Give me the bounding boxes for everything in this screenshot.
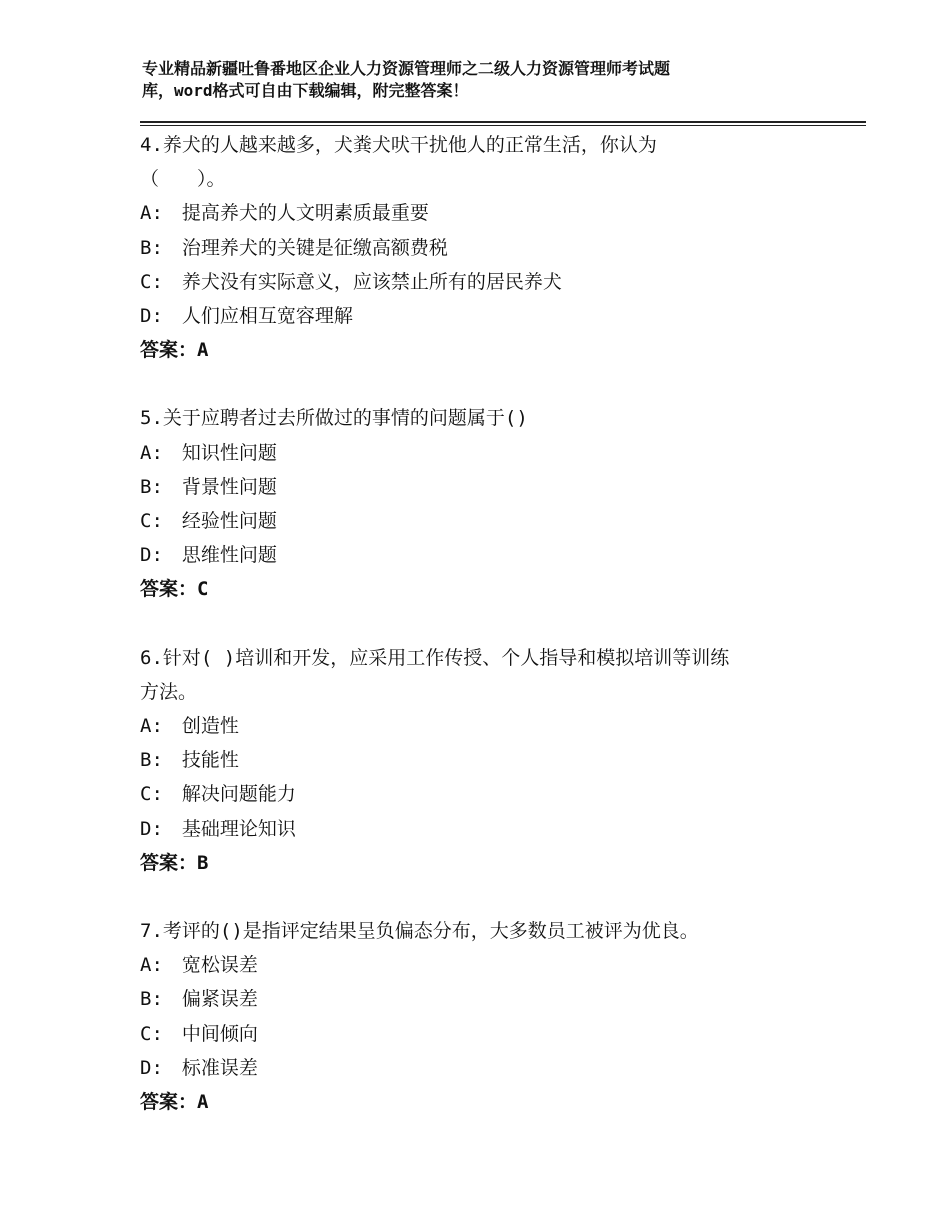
option-a: A: 知识性问题: [140, 441, 277, 464]
question-stem: [140, 914, 860, 948]
answer-label: 答案：A: [140, 1091, 209, 1114]
question-stem: [140, 401, 860, 435]
question-stem: [140, 128, 860, 196]
option-c: C: 解决问题能力: [140, 783, 296, 806]
stem-line: 5.关于应聘者过去所做过的事情的问题属于(): [140, 407, 528, 430]
answer-label: 答案：B: [140, 851, 209, 874]
option-a: A: 宽松误差: [140, 954, 258, 977]
option-b: B: 治理养犬的关键是征缴高额费税: [140, 236, 448, 259]
stem-line: 7.考评的()是指评定结果呈负偏态分布，大多数员工被评为优良。: [140, 920, 699, 943]
answer-label: 答案：C: [140, 578, 209, 601]
stem-line: 6.针对( )培训和开发，应采用工作传授、个人指导和模拟培训等训练: [140, 646, 730, 669]
stem-line: 4.养犬的人越来越多，犬粪犬吠干扰他人的正常生活，你认为: [140, 134, 657, 156]
option-c: C: 养犬没有实际意义，应该禁止所有的居民养犬: [140, 270, 562, 293]
option-a: A: 提高养犬的人文明素质最重要: [140, 202, 429, 225]
question-6: [140, 641, 860, 880]
stem-line: 方法。: [140, 680, 198, 703]
option-c: C: 经验性问题: [140, 510, 277, 533]
question-spacer: [140, 607, 860, 641]
option-d: D: 标准误差: [140, 1056, 258, 1079]
header-rule-thick: [140, 121, 866, 123]
option-a: A: 创造性: [140, 715, 239, 738]
question-stem: [140, 641, 860, 709]
option-b: B: 偏紧误差: [140, 988, 258, 1011]
header-rule-thin: [140, 125, 866, 126]
option-b: B: 技能性: [140, 749, 239, 772]
question-spacer: [140, 367, 860, 401]
question-4: [140, 128, 860, 367]
stem-line: （ ）。: [140, 168, 226, 191]
option-d: D: 基础理论知识: [140, 817, 296, 840]
option-d: D: 人们应相互宽容理解: [140, 305, 353, 328]
header-line-1: 专业精品新疆吐鲁番地区企业人力资源管理师之二级人力资源管理师考试题: [142, 59, 671, 78]
document-header: [142, 58, 782, 102]
option-b: B: 背景性问题: [140, 475, 277, 498]
question-5: [140, 401, 860, 606]
option-c: C: 中间倾向: [140, 1022, 258, 1045]
question-list: [140, 128, 860, 1119]
header-line-2: 库，word格式可自由下载编辑，附完整答案！: [142, 81, 469, 100]
option-d: D: 思维性问题: [140, 544, 277, 567]
question-spacer: [140, 880, 860, 914]
answer-label: 答案：A: [140, 339, 209, 362]
question-7: [140, 914, 860, 1119]
